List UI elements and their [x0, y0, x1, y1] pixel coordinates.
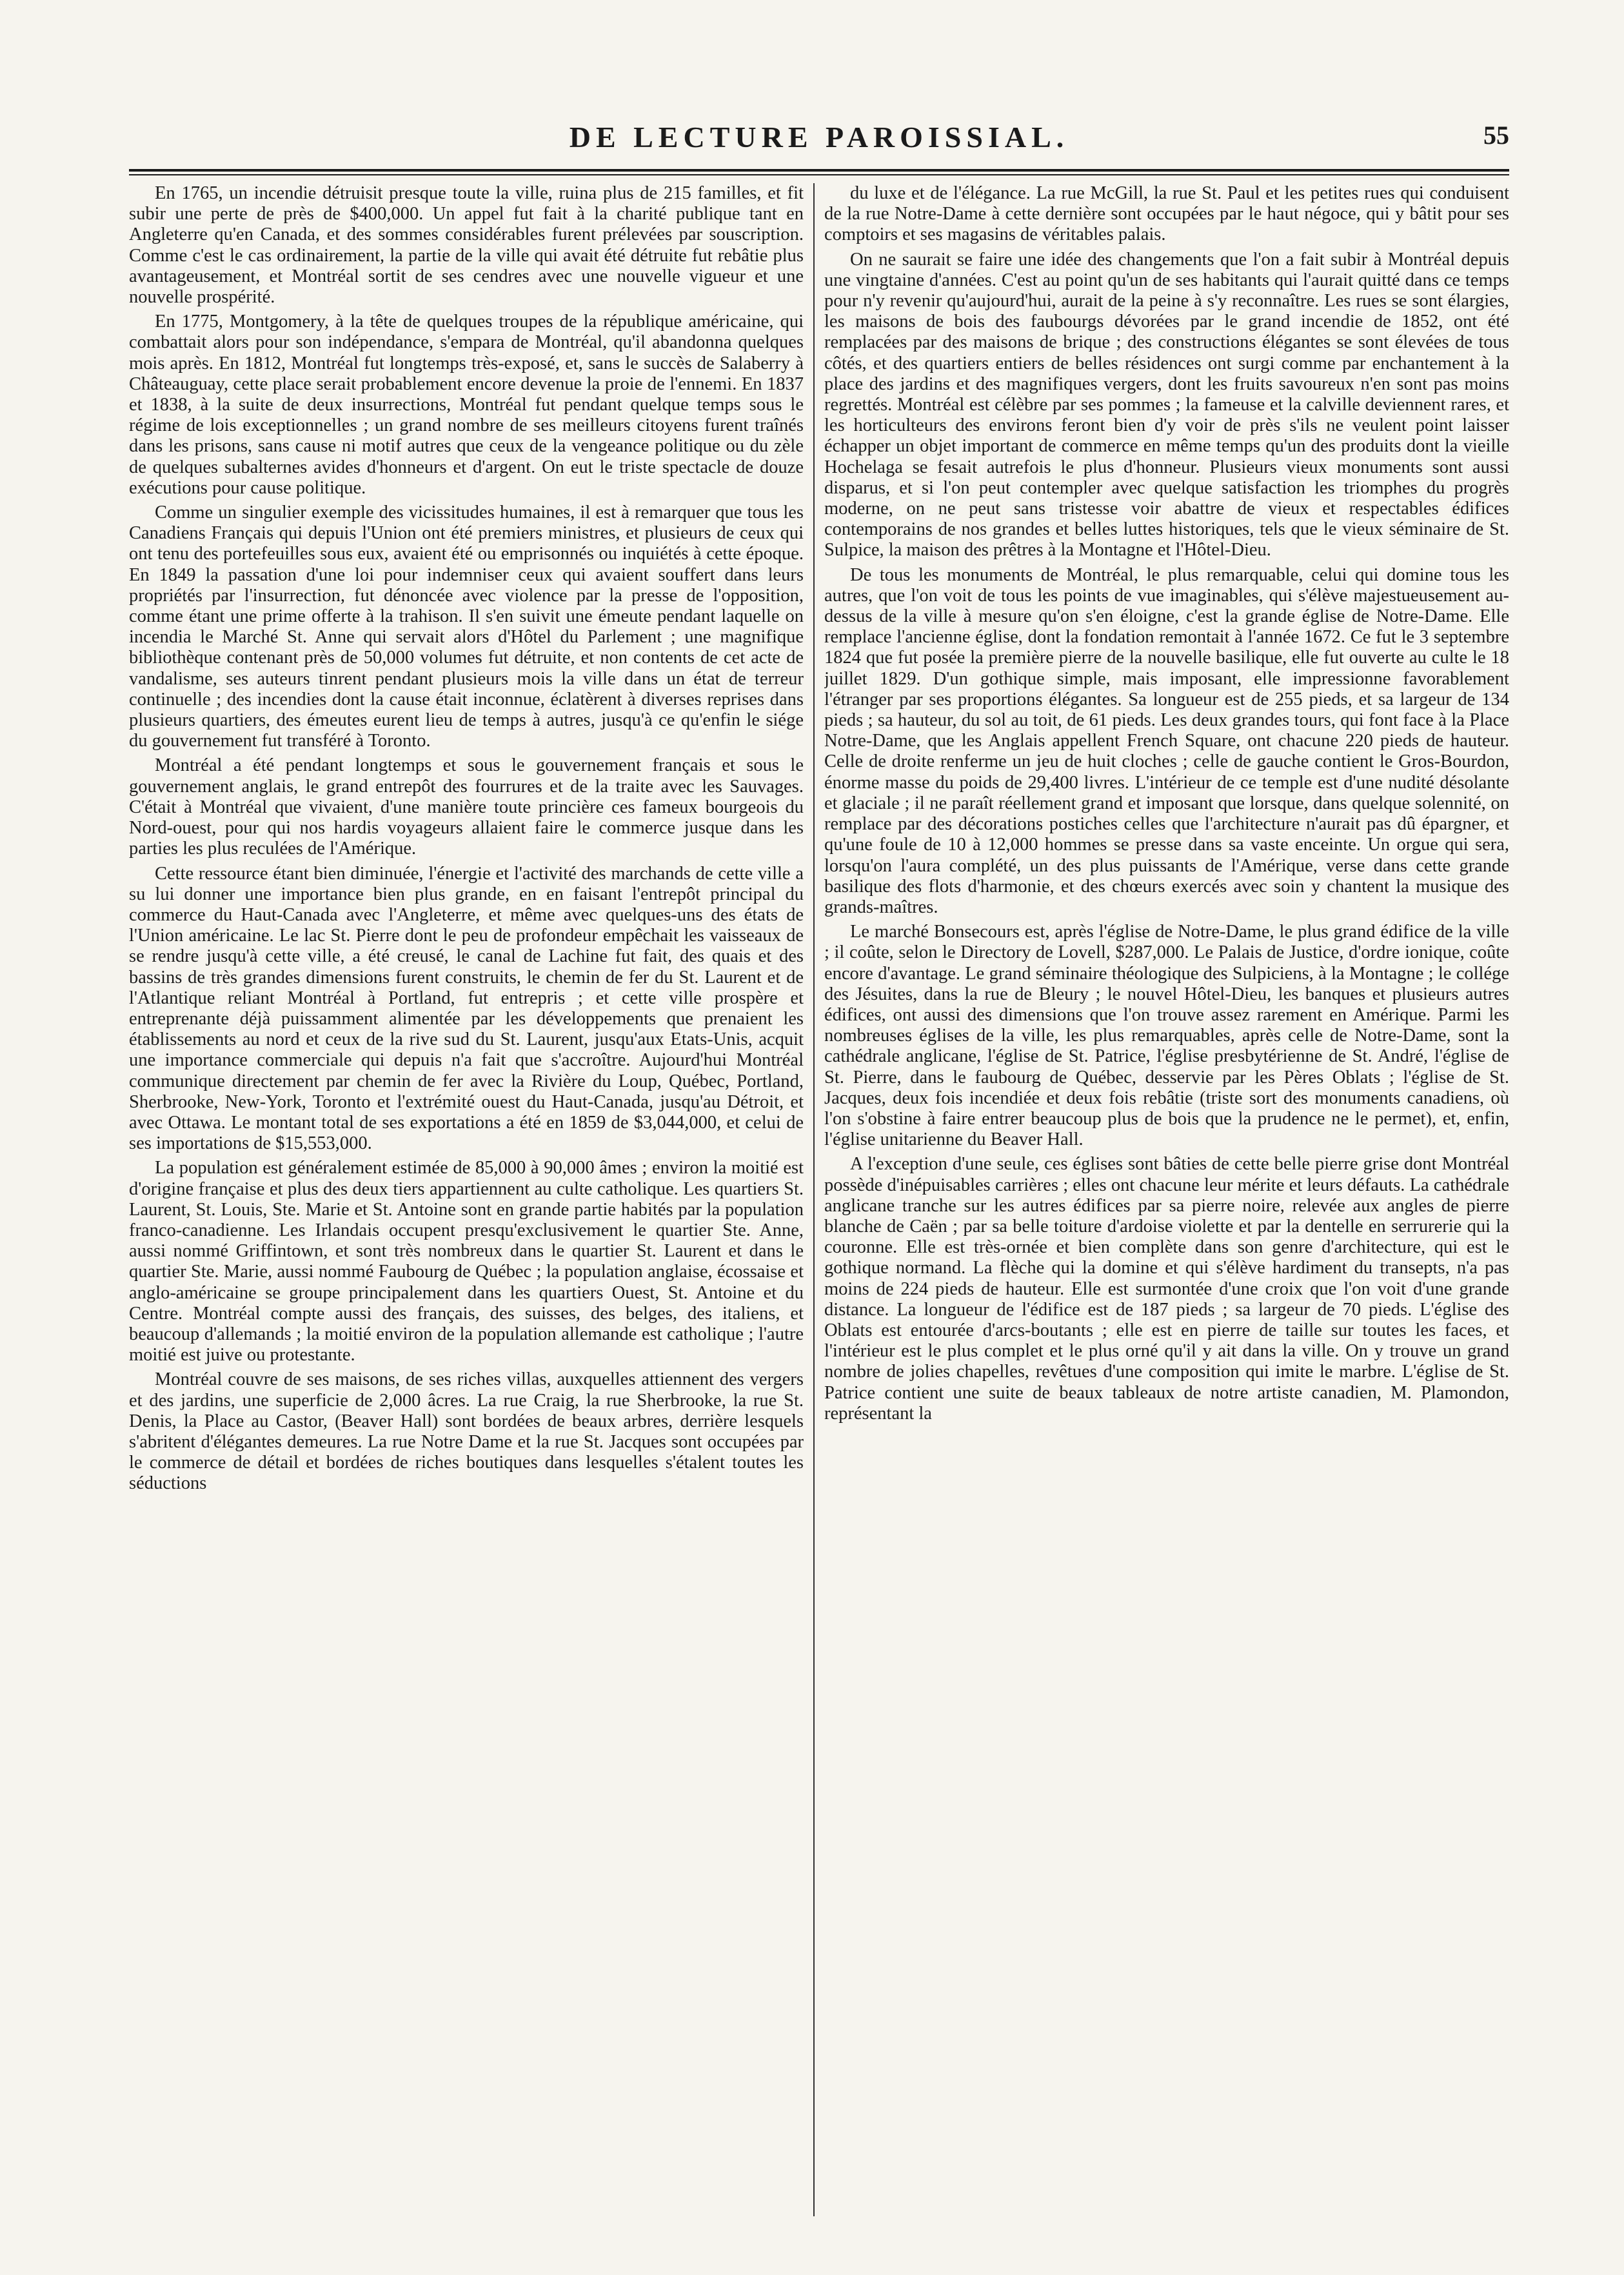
paragraph: du luxe et de l'élégance. La rue McGill, la rue St. Paul et les petites rues qui conduisent de la rue Notre-Dame à cette dernière sont occupées par le haut négoce, qui y bâtit pour ses comptoirs et ses magasins de véritables palais.: [824, 183, 1509, 245]
left-column: [129, 183, 804, 2247]
page-header: [129, 120, 1509, 159]
paragraph: Cette ressource étant bien diminuée, l'énergie et l'activité des marchands de cette ville a su lui donner une importance bien plus grande, en en faisant l'entrepôt principal du commerce du Haut-Canada avec l'Angleterre, et même avec quelques-uns des états de l'Union américaine. Le lac St. Pierre dont le peu de profondeur empêchait les vaisseaux de se rendre jusqu'à cette ville, a été creusé, le canal de Lachine fut fait, des quais et des bassins de très grandes dimensions furent construits, le chemin de fer du St. Laurent et de l'Atlantique reliant Montréal à Portland, fut entrepris ; et cette ville prospère et entreprenante déjà puissamment alimentée par les développements que prenaient les établissements au nord et ceux de la rive sud du St. Laurent, jusqu'aux Etats-Unis, acquit une importance commerciale qui depuis n'a fait que s'accroître. Aujourd'hui Montréal communique directement par chemin de fer avec la Rivière du Loup, Québec, Portland, Sherbrooke, New-York, Toronto et l'extrémité ouest du Haut-Canada, jusqu'au Détroit, et avec Ottawa. Le montant total de ses exportations a été en 1859 de $3,044,000, et celui de ses importations de $15,553,000.: [129, 863, 804, 1154]
paragraph: Montréal couvre de ses maisons, de ses riches villas, auxquelles attiennent des vergers et des jardins, une superficie de 2,000 âcres. La rue Craig, la rue Sherbrooke, la rue St. Denis, la Place au Castor, (Beaver Hall) sont bordées de beaux arbres, derrière lesquels s'abritent d'élégantes demeures. La rue Notre Dame et la rue St. Jacques sont occupées par le commerce de détail et bordées de riches boutiques dans lesquelles s'étalent toutes les séductions: [129, 1369, 804, 1494]
paragraph: De tous les monuments de Montréal, le plus remarquable, celui qui domine tous les autres, que l'on voit de tous les points de vue imaginables, qui s'élève majestueusement au-dessus de la ville à mesure qu'on s'en éloigne, c'est la grande église de Notre-Dame. Elle remplace l'ancienne église, dont la fondation remontait à l'année 1672. Ce fut le 3 septembre 1824 que fut posée la première pierre de la nouvelle basilique, elle fut ouverte au culte le 18 juillet 1829. D'un gothique simple, mais imposant, elle impressionne favorablement l'étranger par ses proportions élégantes. Sa longueur est de 255 pieds, et sa largeur de 134 pieds ; sa hauteur, du sol au toit, de 61 pieds. Les deux grandes tours, qui font face à la Place Notre-Dame, que les Anglais appellent French Square, ont chacune 220 pieds de hauteur. Celle de droite renferme un jeu de huit cloches ; celle de gauche contient le Gros-Bourdon, énorme masse du poids de 29,400 livres. L'intérieur de ce temple est d'une nudité désolante et glaciale ; il ne paraît réellement grand et imposant que lorsque, dans quelque solennité, on remplace par des décorations postiches celles que l'architecture n'aurait pas dû épargner, et qu'une foule de 10 à 12,000 hommes se presse dans sa vaste enceinte. Un orgue qui sera, lorsqu'on l'aura complété, un des plus puissants de l'Amérique, verse dans cette grande basilique des flots d'harmonie, et des chœurs exercés avec soin y chantent la musique des grands-maîtres.: [824, 564, 1509, 917]
paragraph: En 1775, Montgomery, à la tête de quelques troupes de la république américaine, qui combattait alors pour son indépendance, s'empara de Montréal, qu'il abandonna quelques mois après. En 1812, Montréal fut longtemps très-exposé, et, sans le succès de Salaberry à Châteauguay, cette place serait probablement encore devenue la proie de l'ennemi. En 1837 et 1838, à la suite de deux insurrections, Montréal fut pendant quelque temps sous le régime de lois exceptionnelles ; un grand nombre de ses meilleurs citoyens furent traînés dans les prisons, sans cause ni motif autres que ceux de la vengeance politique ou du zèle de quelques subalternes avides d'honneurs et d'argent. On eut le triste spectacle de douze exécutions pour cause politique.: [129, 312, 804, 498]
paragraph: Comme un singulier exemple des vicissitudes humaines, il est à remarquer que tous les Canadiens Français qui depuis l'Union ont été premiers ministres, et plusieurs de ceux qui ont tenu des portefeuilles sous eux, avaient été ou emprisonnés ou inquiétés à cette époque. En 1849 la passation d'une loi pour indemniser ceux qui avaient souffert dans leurs propriétés par l'insurrection, fut dénoncée avec violence par la presse de l'opposition, comme étant une prime offerte à la trahison. Il s'en suivit une émeute pendant laquelle on incendia le Marché St. Anne qui servait alors d'Hôtel du Parlement ; une magnifique bibliothèque contenant près de 50,000 volumes fut détruite, et non contents de cet acte de vandalisme, ses auteurs tinrent pendant plusieurs mois la ville dans un état de terreur continuelle ; des incendies dont la cause était inconnue, éclatèrent à diverses reprises dans plusieurs quartiers, des émeutes eurent lieu de temps à autres, jusqu'à ce qu'enfin le siége du gouvernement fut transféré à Toronto.: [129, 502, 804, 751]
column-divider: [813, 183, 815, 2216]
paragraph: Le marché Bonsecours est, après l'église de Notre-Dame, le plus grand édifice de la ville ; il coûte, selon le Directory de Lovell, $287,000. Le Palais de Justice, d'ordre ionique, coûte encore d'avantage. Le grand séminaire théologique des Sulpiciens, à la Montagne ; le collége des Jésuites, dans la rue de Bleury ; le nouvel Hôtel-Dieu, les banques et plusieurs autres édifices, ont aussi des dimensions que l'on trouve assez rarement en Amérique. Parmi les nombreuses églises de la ville, les plus remarquables, après celle de Notre-Dame, sont la cathédrale anglicane, l'église de St. Patrice, l'église presbytérienne de St. André, l'église de St. Pierre, dans le faubourg de Québec, desservie par les Pères Oblats ; l'église de St. Jacques, deux fois incendiée et deux fois rebâtie (triste sort des monuments canadiens, où l'on s'obstine à faire entrer beaucoup plus de bois que la prudence ne le permet), et, enfin, l'église unitarienne du Beaver Hall.: [824, 922, 1509, 1150]
paragraph: En 1765, un incendie détruisit presque toute la ville, ruina plus de 215 familles, et fit subir une perte de près de $400,000. Un appel fut fait à la charité publique tant en Angleterre qu'en Canada, et des sommes considérables furent prélevées par souscription. Comme c'est le cas ordinairement, la partie de la ville qui avait été détruite fut rebâtie plus avantageusement, et Montréal sortit de ses cendres avec une nouvelle vigueur et une nouvelle prospérité.: [129, 183, 804, 308]
header-rule-thick: [129, 169, 1509, 172]
paragraph: A l'exception d'une seule, ces églises sont bâties de cette belle pierre grise dont Montréal possède d'inépuisables carrières ; elles ont chacune leur mérite et leurs défauts. La cathédrale anglicane tranche sur les autres édifices par sa pierre noire, relevée aux angles de pierre blanche de Caën ; par sa belle toiture d'ardoise violette et par la dentelle en serrurerie qui la couronne. Elle est très-ornée et bien complète dans son genre d'architecture, qui est le gothique normand. La flèche qui la domine et qui s'élève hardiment du transepts, n'a pas moins de 224 pieds de hauteur. Elle est surmontée d'une croix que l'on voit d'une grande distance. La longueur de l'édifice est de 187 pieds ; sa largeur de 70 pieds. L'église des Oblats est entourée d'arcs-boutants ; elle est en pierre de taille sur toutes les faces, et l'intérieur est le plus complet et le plus orné qu'il y ait dans la ville. On y trouve un grand nombre de jolies chapelles, revêtues d'une composition qui imite le marbre. L'église de St. Patrice contient une suite de beaux tableaux de notre artiste canadien, M. Plamondon, représentant la: [824, 1154, 1509, 1424]
running-title: DE LECTURE PAROISSIAL.: [569, 121, 1069, 154]
page-number: 55: [1483, 121, 1509, 150]
paragraph: La population est généralement estimée de 85,000 à 90,000 âmes ; environ la moitié est d'origine française et plus des deux tiers appartiennent au culte catholique. Les quartiers St. Laurent, St. Louis, Ste. Marie et St. Antoine sont en grande partie habités par la population franco-canadienne. Les Irlandais occupent presqu'exclusivement le quartier Ste. Anne, aussi nommé Griffintown, et sont très nombreux dans le quartier St. Laurent et dans le quartier Ste. Marie, aussi nommé Faubourg de Québec ; la population anglaise, écossaise et anglo-américaine se groupe principalement dans les quartiers Ouest, St. Antoine et du Centre. Montréal compte aussi des français, des suisses, des belges, des italiens, et beaucoup d'allemands ; la moitié environ de la population allemande est catholique ; l'autre moitié est juive ou protestante.: [129, 1158, 804, 1366]
right-column: [824, 183, 1509, 2247]
header-rule-thin: [129, 174, 1509, 175]
paragraph: On ne saurait se faire une idée des changements que l'on a fait subir à Montréal depuis une vingtaine d'années. C'est au point qu'un de ses habitants qui l'aurait quitté dans ce temps pour n'y revenir qu'aujourd'hui, aurait de la peine à s'y reconnaître. Les rues se sont élargies, les maisons de bois des faubourgs dévorées par le grand incendie de 1852, ont été remplacées par des maisons de brique ; des constructions élégantes se sont élevées de tous côtés, et des quartiers entiers de belles résidences ont surgi comme par enchantement à la place des jardins et des magnifiques vergers, dont les fruits savoureux n'en sont pas moins regrettés. Montréal est célèbre par ses pommes ; la fameuse et la calville deviennent rares, et les horticulteurs des environs feront bien d'y voir de près s'ils ne veulent point laisser échapper un objet important de commerce en même temps qu'un des produits dont la vieille Hochelaga se fesait autrefois le plus d'honneur. Plusieurs vieux monuments sont aussi disparus, et si l'on peut contempler avec quelque satisfaction les triomphes du progrès moderne, on ne peut sans tristesse voir abattre de vieux et respectables édifices contemporains de nos grandes et belles luttes historiques, tels que le vieux séminaire de St. Sulpice, la maison des prêtres à la Montagne et l'Hôtel-Dieu.: [824, 249, 1509, 561]
paragraph: Montréal a été pendant longtemps et sous le gouvernement français et sous le gouvernement anglais, le grand entrepôt des fourrures et de la traite avec les Sauvages. C'était à Montréal que vivaient, d'une manière toute princière ces fameux bourgeois du Nord-ouest, pour qui nos hardis voyageurs allaient faire le commerce jusque dans les parties les plus reculées de l'Amérique.: [129, 755, 804, 859]
